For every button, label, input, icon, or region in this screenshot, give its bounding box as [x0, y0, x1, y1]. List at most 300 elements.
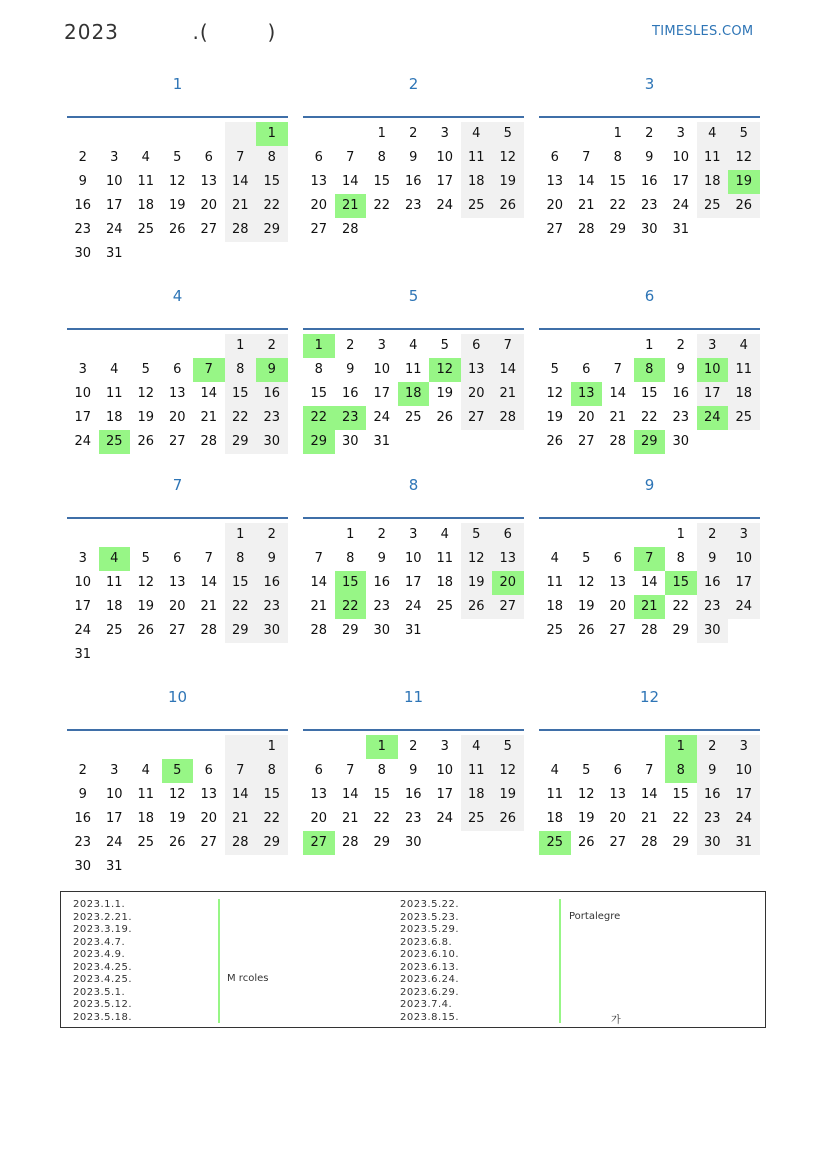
- calendar-day[interactable]: 4: [141, 763, 150, 778]
- calendar-day[interactable]: 29: [672, 623, 690, 638]
- calendar-day[interactable]: 9: [409, 763, 418, 778]
- calendar-day[interactable]: 9: [78, 787, 87, 802]
- calendar-day[interactable]: 21: [225, 194, 257, 218]
- calendar-day[interactable]: 2: [676, 338, 685, 353]
- calendar-day[interactable]: 19: [137, 410, 155, 425]
- calendar-day[interactable]: 6: [613, 763, 622, 778]
- holiday-day[interactable]: 25: [99, 430, 131, 454]
- holiday-day[interactable]: 10: [697, 358, 729, 382]
- calendar-day[interactable]: 23: [640, 198, 658, 213]
- holiday-day[interactable]: 1: [303, 334, 335, 358]
- calendar-day[interactable]: 22: [256, 194, 288, 218]
- calendar-day[interactable]: 17: [373, 386, 391, 401]
- calendar-day[interactable]: 26: [168, 835, 186, 850]
- calendar-day[interactable]: 24: [74, 623, 92, 638]
- calendar-day[interactable]: 19: [168, 198, 186, 213]
- calendar-day[interactable]: 18: [105, 599, 123, 614]
- calendar-day[interactable]: 22: [373, 198, 391, 213]
- calendar-day[interactable]: 31: [105, 246, 123, 261]
- calendar-day[interactable]: 11: [105, 386, 123, 401]
- calendar-day[interactable]: 13: [200, 787, 218, 802]
- calendar-day[interactable]: 14: [492, 358, 524, 382]
- calendar-day[interactable]: 16: [341, 386, 359, 401]
- calendar-day[interactable]: 3: [728, 523, 760, 547]
- calendar-day[interactable]: 13: [461, 358, 493, 382]
- calendar-day[interactable]: 21: [225, 807, 257, 831]
- calendar-day[interactable]: 20: [310, 811, 328, 826]
- calendar-day[interactable]: 7: [225, 759, 257, 783]
- calendar-day[interactable]: 30: [640, 222, 658, 237]
- calendar-day[interactable]: 9: [409, 150, 418, 165]
- calendar-day[interactable]: 3: [78, 551, 87, 566]
- calendar-day[interactable]: 19: [546, 410, 564, 425]
- calendar-day[interactable]: 25: [546, 623, 564, 638]
- calendar-day[interactable]: 23: [256, 595, 288, 619]
- calendar-day[interactable]: 2: [697, 735, 729, 759]
- calendar-day[interactable]: 16: [404, 787, 422, 802]
- calendar-day[interactable]: 22: [225, 406, 257, 430]
- calendar-day[interactable]: 7: [314, 551, 323, 566]
- calendar-day[interactable]: 22: [256, 807, 288, 831]
- calendar-day[interactable]: 27: [577, 434, 595, 449]
- calendar-day[interactable]: 26: [492, 807, 524, 831]
- calendar-day[interactable]: 24: [436, 811, 454, 826]
- calendar-day[interactable]: 24: [404, 599, 422, 614]
- calendar-day[interactable]: 12: [168, 787, 186, 802]
- calendar-day[interactable]: 16: [373, 575, 391, 590]
- calendar-day[interactable]: 8: [314, 362, 323, 377]
- holiday-day[interactable]: 27: [303, 831, 335, 855]
- calendar-day[interactable]: 9: [256, 547, 288, 571]
- calendar-day[interactable]: 25: [105, 623, 123, 638]
- holiday-day[interactable]: 1: [366, 735, 398, 759]
- calendar-day[interactable]: 5: [440, 338, 449, 353]
- calendar-day[interactable]: 27: [461, 406, 493, 430]
- calendar-day[interactable]: 5: [461, 523, 493, 547]
- calendar-day[interactable]: 17: [728, 783, 760, 807]
- calendar-day[interactable]: 6: [173, 362, 182, 377]
- calendar-day[interactable]: 7: [225, 146, 257, 170]
- calendar-day[interactable]: 24: [436, 198, 454, 213]
- calendar-day[interactable]: 25: [137, 222, 155, 237]
- calendar-day[interactable]: 27: [200, 222, 218, 237]
- calendar-day[interactable]: 2: [78, 150, 87, 165]
- calendar-day[interactable]: 10: [436, 763, 454, 778]
- calendar-day[interactable]: 8: [377, 763, 386, 778]
- calendar-day[interactable]: 18: [546, 811, 564, 826]
- calendar-day[interactable]: 5: [141, 551, 150, 566]
- calendar-day[interactable]: 22: [373, 811, 391, 826]
- calendar-day[interactable]: 11: [546, 575, 564, 590]
- calendar-day[interactable]: 16: [404, 174, 422, 189]
- holiday-day[interactable]: 1: [665, 735, 697, 759]
- calendar-day[interactable]: 23: [404, 811, 422, 826]
- calendar-day[interactable]: 10: [672, 150, 690, 165]
- holiday-day[interactable]: 21: [335, 194, 367, 218]
- calendar-day[interactable]: 21: [492, 382, 524, 406]
- calendar-day[interactable]: 4: [697, 122, 729, 146]
- calendar-day[interactable]: 20: [609, 811, 627, 826]
- calendar-day[interactable]: 17: [697, 382, 729, 406]
- calendar-day[interactable]: 28: [492, 406, 524, 430]
- calendar-day[interactable]: 22: [672, 599, 690, 614]
- calendar-day[interactable]: 17: [74, 410, 92, 425]
- calendar-day[interactable]: 23: [373, 599, 391, 614]
- calendar-day[interactable]: 6: [173, 551, 182, 566]
- calendar-day[interactable]: 15: [256, 783, 288, 807]
- calendar-day[interactable]: 31: [404, 623, 422, 638]
- calendar-day[interactable]: 7: [346, 150, 355, 165]
- calendar-day[interactable]: 27: [168, 434, 186, 449]
- calendar-day[interactable]: 18: [546, 599, 564, 614]
- calendar-day[interactable]: 12: [728, 146, 760, 170]
- calendar-day[interactable]: 3: [676, 126, 685, 141]
- holiday-day[interactable]: 23: [335, 406, 367, 430]
- calendar-day[interactable]: 8: [225, 358, 257, 382]
- calendar-day[interactable]: 26: [168, 222, 186, 237]
- calendar-day[interactable]: 25: [137, 835, 155, 850]
- calendar-day[interactable]: 29: [373, 835, 391, 850]
- calendar-day[interactable]: 25: [404, 410, 422, 425]
- calendar-day[interactable]: 30: [672, 434, 690, 449]
- calendar-day[interactable]: 24: [74, 434, 92, 449]
- calendar-day[interactable]: 16: [672, 386, 690, 401]
- calendar-day[interactable]: 31: [74, 647, 92, 662]
- calendar-day[interactable]: 26: [436, 410, 454, 425]
- calendar-day[interactable]: 12: [577, 575, 595, 590]
- calendar-day[interactable]: 2: [377, 527, 386, 542]
- calendar-day[interactable]: 10: [728, 759, 760, 783]
- calendar-day[interactable]: 6: [204, 763, 213, 778]
- holiday-day[interactable]: 18: [398, 382, 430, 406]
- calendar-day[interactable]: 19: [461, 571, 493, 595]
- calendar-day[interactable]: 28: [310, 623, 328, 638]
- calendar-day[interactable]: 27: [546, 222, 564, 237]
- calendar-day[interactable]: 5: [550, 362, 559, 377]
- calendar-day[interactable]: 29: [256, 218, 288, 242]
- calendar-day[interactable]: 3: [110, 763, 119, 778]
- calendar-day[interactable]: 24: [672, 198, 690, 213]
- holiday-day[interactable]: 25: [539, 831, 571, 855]
- calendar-day[interactable]: 26: [728, 194, 760, 218]
- calendar-day[interactable]: 12: [546, 386, 564, 401]
- holiday-day[interactable]: 7: [634, 547, 666, 571]
- holiday-day[interactable]: 12: [429, 358, 461, 382]
- calendar-day[interactable]: 11: [137, 787, 155, 802]
- calendar-day[interactable]: 29: [672, 835, 690, 850]
- calendar-day[interactable]: 2: [409, 126, 418, 141]
- calendar-day[interactable]: 30: [404, 835, 422, 850]
- calendar-day[interactable]: 21: [341, 811, 359, 826]
- calendar-day[interactable]: 9: [78, 174, 87, 189]
- calendar-day[interactable]: 12: [577, 787, 595, 802]
- calendar-day[interactable]: 30: [697, 619, 729, 643]
- calendar-day[interactable]: 26: [546, 434, 564, 449]
- holiday-day[interactable]: 21: [634, 595, 666, 619]
- calendar-day[interactable]: 2: [409, 739, 418, 754]
- calendar-day[interactable]: 23: [697, 595, 729, 619]
- calendar-day[interactable]: 14: [577, 174, 595, 189]
- calendar-day[interactable]: 14: [225, 170, 257, 194]
- holiday-day[interactable]: 24: [697, 406, 729, 430]
- calendar-day[interactable]: 29: [256, 831, 288, 855]
- calendar-day[interactable]: 6: [314, 150, 323, 165]
- calendar-day[interactable]: 8: [676, 551, 685, 566]
- holiday-day[interactable]: 15: [665, 571, 697, 595]
- calendar-day[interactable]: 21: [200, 599, 218, 614]
- calendar-day[interactable]: 1: [645, 338, 654, 353]
- calendar-day[interactable]: 2: [645, 126, 654, 141]
- calendar-day[interactable]: 11: [697, 146, 729, 170]
- calendar-day[interactable]: 18: [105, 410, 123, 425]
- calendar-day[interactable]: 10: [74, 386, 92, 401]
- calendar-day[interactable]: 28: [640, 835, 658, 850]
- calendar-day[interactable]: 5: [141, 362, 150, 377]
- calendar-day[interactable]: 15: [373, 787, 391, 802]
- holiday-day[interactable]: 22: [303, 406, 335, 430]
- calendar-day[interactable]: 23: [256, 406, 288, 430]
- calendar-day[interactable]: 8: [346, 551, 355, 566]
- calendar-day[interactable]: 10: [728, 547, 760, 571]
- calendar-day[interactable]: 22: [672, 811, 690, 826]
- calendar-day[interactable]: 9: [377, 551, 386, 566]
- calendar-day[interactable]: 15: [225, 382, 257, 406]
- calendar-day[interactable]: 20: [546, 198, 564, 213]
- calendar-day[interactable]: 13: [609, 787, 627, 802]
- calendar-day[interactable]: 8: [256, 146, 288, 170]
- calendar-day[interactable]: 26: [577, 623, 595, 638]
- calendar-day[interactable]: 9: [645, 150, 654, 165]
- calendar-day[interactable]: 13: [609, 575, 627, 590]
- calendar-day[interactable]: 11: [137, 174, 155, 189]
- calendar-day[interactable]: 31: [373, 434, 391, 449]
- calendar-day[interactable]: 14: [200, 386, 218, 401]
- calendar-day[interactable]: 20: [168, 599, 186, 614]
- calendar-day[interactable]: 28: [640, 623, 658, 638]
- holiday-day[interactable]: 20: [492, 571, 524, 595]
- calendar-day[interactable]: 30: [74, 246, 92, 261]
- calendar-day[interactable]: 21: [200, 410, 218, 425]
- calendar-day[interactable]: 31: [105, 859, 123, 874]
- calendar-day[interactable]: 23: [672, 410, 690, 425]
- calendar-day[interactable]: 15: [256, 170, 288, 194]
- calendar-day[interactable]: 26: [137, 434, 155, 449]
- calendar-day[interactable]: 20: [168, 410, 186, 425]
- calendar-day[interactable]: 18: [137, 198, 155, 213]
- calendar-day[interactable]: 7: [613, 362, 622, 377]
- calendar-day[interactable]: 16: [74, 811, 92, 826]
- calendar-day[interactable]: 8: [256, 759, 288, 783]
- calendar-day[interactable]: 13: [546, 174, 564, 189]
- calendar-day[interactable]: 21: [310, 599, 328, 614]
- calendar-day[interactable]: 17: [105, 198, 123, 213]
- holiday-day[interactable]: 8: [634, 358, 666, 382]
- calendar-day[interactable]: 3: [409, 527, 418, 542]
- holiday-day[interactable]: 15: [335, 571, 367, 595]
- calendar-day[interactable]: 27: [168, 623, 186, 638]
- calendar-day[interactable]: 10: [74, 575, 92, 590]
- calendar-day[interactable]: 10: [105, 174, 123, 189]
- calendar-day[interactable]: 5: [492, 735, 524, 759]
- calendar-day[interactable]: 30: [74, 859, 92, 874]
- holiday-day[interactable]: 19: [728, 170, 760, 194]
- calendar-day[interactable]: 15: [373, 174, 391, 189]
- calendar-day[interactable]: 17: [436, 787, 454, 802]
- calendar-day[interactable]: 12: [492, 759, 524, 783]
- calendar-day[interactable]: 4: [409, 338, 418, 353]
- calendar-day[interactable]: 16: [256, 382, 288, 406]
- calendar-day[interactable]: 29: [225, 430, 257, 454]
- calendar-day[interactable]: 14: [341, 174, 359, 189]
- calendar-day[interactable]: 12: [492, 146, 524, 170]
- calendar-day[interactable]: 8: [377, 150, 386, 165]
- calendar-day[interactable]: 19: [577, 599, 595, 614]
- calendar-day[interactable]: 14: [200, 575, 218, 590]
- calendar-day[interactable]: 21: [577, 198, 595, 213]
- calendar-day[interactable]: 11: [461, 759, 493, 783]
- calendar-day[interactable]: 18: [461, 783, 493, 807]
- calendar-day[interactable]: 1: [676, 527, 685, 542]
- holiday-day[interactable]: 22: [335, 595, 367, 619]
- calendar-day[interactable]: 17: [74, 599, 92, 614]
- calendar-day[interactable]: 11: [404, 362, 422, 377]
- holiday-day[interactable]: 9: [256, 358, 288, 382]
- calendar-day[interactable]: 3: [78, 362, 87, 377]
- calendar-day[interactable]: 23: [697, 807, 729, 831]
- calendar-day[interactable]: 17: [672, 174, 690, 189]
- holiday-day[interactable]: 1: [256, 122, 288, 146]
- holiday-day[interactable]: 13: [571, 382, 603, 406]
- calendar-day[interactable]: 5: [728, 122, 760, 146]
- calendar-day[interactable]: 19: [492, 170, 524, 194]
- calendar-day[interactable]: 27: [492, 595, 524, 619]
- calendar-day[interactable]: 3: [697, 334, 729, 358]
- calendar-day[interactable]: 31: [728, 831, 760, 855]
- calendar-day[interactable]: 28: [341, 835, 359, 850]
- calendar-day[interactable]: 20: [310, 198, 328, 213]
- calendar-day[interactable]: 25: [436, 599, 454, 614]
- calendar-day[interactable]: 12: [137, 386, 155, 401]
- calendar-day[interactable]: 13: [310, 787, 328, 802]
- calendar-day[interactable]: 8: [225, 547, 257, 571]
- calendar-day[interactable]: 18: [436, 575, 454, 590]
- calendar-day[interactable]: 19: [168, 811, 186, 826]
- calendar-day[interactable]: 3: [110, 150, 119, 165]
- calendar-day[interactable]: 27: [310, 222, 328, 237]
- calendar-day[interactable]: 4: [141, 150, 150, 165]
- calendar-day[interactable]: 14: [609, 386, 627, 401]
- holiday-day[interactable]: 4: [99, 547, 131, 571]
- calendar-day[interactable]: 13: [200, 174, 218, 189]
- calendar-day[interactable]: 4: [440, 527, 449, 542]
- calendar-day[interactable]: 12: [168, 174, 186, 189]
- calendar-day[interactable]: 7: [645, 763, 654, 778]
- calendar-day[interactable]: 2: [78, 763, 87, 778]
- calendar-day[interactable]: 5: [582, 551, 591, 566]
- calendar-day[interactable]: 9: [697, 547, 729, 571]
- calendar-day[interactable]: 4: [728, 334, 760, 358]
- calendar-day[interactable]: 1: [346, 527, 355, 542]
- calendar-day[interactable]: 6: [492, 523, 524, 547]
- calendar-day[interactable]: 27: [200, 835, 218, 850]
- calendar-day[interactable]: 14: [640, 787, 658, 802]
- site-link[interactable]: TIMESLES.COM: [652, 24, 754, 39]
- calendar-day[interactable]: 4: [550, 763, 559, 778]
- holiday-day[interactable]: 29: [634, 430, 666, 454]
- calendar-day[interactable]: 17: [404, 575, 422, 590]
- calendar-day[interactable]: 6: [204, 150, 213, 165]
- calendar-day[interactable]: 19: [577, 811, 595, 826]
- calendar-day[interactable]: 22: [225, 595, 257, 619]
- calendar-day[interactable]: 23: [74, 835, 92, 850]
- calendar-day[interactable]: 28: [200, 434, 218, 449]
- calendar-day[interactable]: 27: [609, 623, 627, 638]
- calendar-day[interactable]: 18: [697, 170, 729, 194]
- calendar-day[interactable]: 31: [672, 222, 690, 237]
- holiday-day[interactable]: 8: [665, 759, 697, 783]
- calendar-day[interactable]: 14: [341, 787, 359, 802]
- calendar-day[interactable]: 10: [373, 362, 391, 377]
- calendar-day[interactable]: 25: [697, 194, 729, 218]
- calendar-day[interactable]: 2: [697, 523, 729, 547]
- calendar-day[interactable]: 15: [225, 571, 257, 595]
- calendar-day[interactable]: 16: [640, 174, 658, 189]
- calendar-day[interactable]: 7: [346, 763, 355, 778]
- calendar-day[interactable]: 24: [105, 222, 123, 237]
- calendar-day[interactable]: 1: [377, 126, 386, 141]
- calendar-day[interactable]: 22: [640, 410, 658, 425]
- calendar-day[interactable]: 21: [640, 811, 658, 826]
- calendar-day[interactable]: 19: [492, 783, 524, 807]
- calendar-day[interactable]: 5: [173, 150, 182, 165]
- calendar-day[interactable]: 1: [613, 126, 622, 141]
- calendar-day[interactable]: 29: [225, 619, 257, 643]
- calendar-day[interactable]: 15: [672, 787, 690, 802]
- calendar-day[interactable]: 30: [697, 831, 729, 855]
- calendar-day[interactable]: 6: [613, 551, 622, 566]
- calendar-day[interactable]: 6: [461, 334, 493, 358]
- calendar-day[interactable]: 23: [404, 198, 422, 213]
- calendar-day[interactable]: 15: [310, 386, 328, 401]
- calendar-day[interactable]: 20: [200, 811, 218, 826]
- calendar-day[interactable]: 10: [436, 150, 454, 165]
- holiday-day[interactable]: 29: [303, 430, 335, 454]
- calendar-day[interactable]: 28: [200, 623, 218, 638]
- calendar-day[interactable]: 27: [609, 835, 627, 850]
- calendar-day[interactable]: 18: [137, 811, 155, 826]
- calendar-day[interactable]: 6: [550, 150, 559, 165]
- calendar-day[interactable]: 14: [640, 575, 658, 590]
- calendar-day[interactable]: 30: [256, 619, 288, 643]
- calendar-day[interactable]: 14: [310, 575, 328, 590]
- calendar-day[interactable]: 1: [225, 523, 257, 547]
- calendar-day[interactable]: 20: [609, 599, 627, 614]
- calendar-day[interactable]: 25: [461, 194, 493, 218]
- calendar-day[interactable]: 7: [204, 551, 213, 566]
- calendar-day[interactable]: 7: [492, 334, 524, 358]
- calendar-day[interactable]: 28: [341, 222, 359, 237]
- calendar-day[interactable]: 10: [105, 787, 123, 802]
- calendar-day[interactable]: 20: [577, 410, 595, 425]
- calendar-day[interactable]: 16: [697, 783, 729, 807]
- calendar-day[interactable]: 15: [609, 174, 627, 189]
- calendar-day[interactable]: 13: [168, 575, 186, 590]
- calendar-day[interactable]: 5: [492, 122, 524, 146]
- calendar-day[interactable]: 6: [314, 763, 323, 778]
- calendar-day[interactable]: 4: [461, 735, 493, 759]
- calendar-day[interactable]: 18: [728, 382, 760, 406]
- calendar-day[interactable]: 14: [225, 783, 257, 807]
